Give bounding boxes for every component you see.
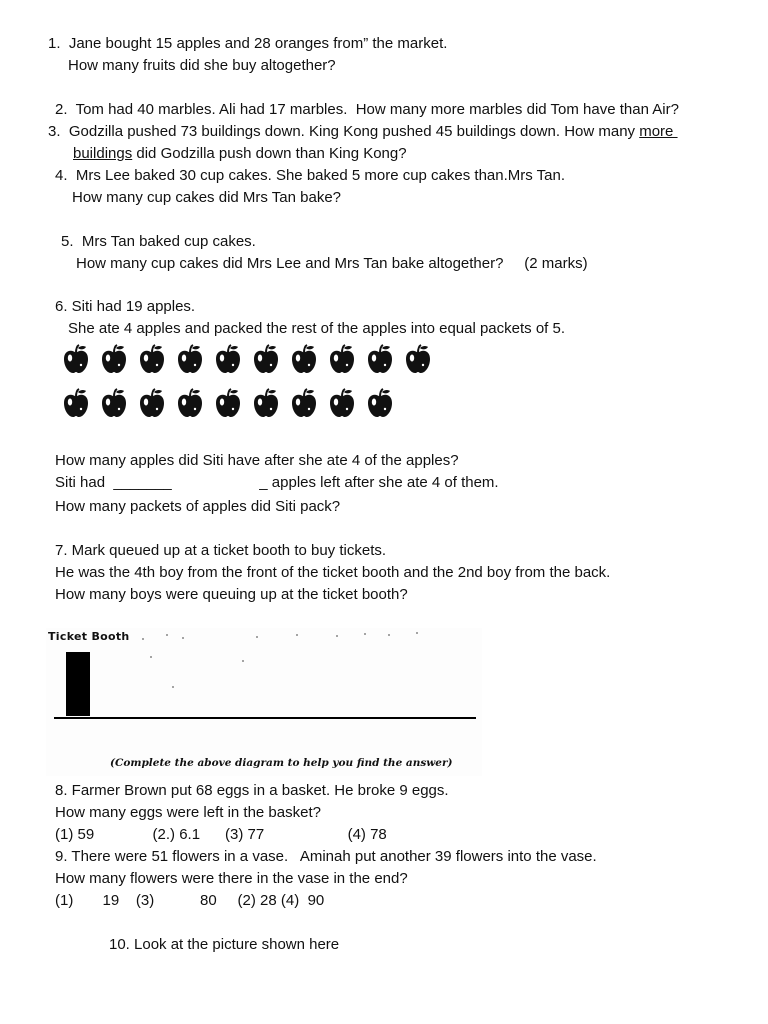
apple-icon <box>98 343 130 375</box>
diagram-caption: (Complete the above diagram to help you find the answer) <box>110 757 453 769</box>
q4-line1: 4. Mrs Lee baked 30 cup cakes. She baked 5 more cup cakes than.Mrs Tan. <box>55 167 566 184</box>
q6-answer-line: Siti had _______ _ apples left after she ate 4 of them. <box>55 474 499 491</box>
q4-line2: How many cup cakes did Mrs Tan bake? <box>72 189 342 206</box>
speck <box>364 633 366 635</box>
speck <box>336 635 338 637</box>
ticket-booth-label: Ticket Booth <box>48 630 130 643</box>
q6-line5: How many packets of apples did Siti pack? <box>55 498 341 515</box>
apple-icon <box>136 387 168 419</box>
apple-icon <box>288 343 320 375</box>
q8-options: (1) 59 (2.) 6.1 (3) 77 (4) 78 <box>55 826 387 843</box>
apple-icon <box>98 387 130 419</box>
q9-options: (1) 19 (3) 80 (2) 28 (4) 90 <box>55 892 325 909</box>
apple-icon <box>364 343 396 375</box>
apple-icon <box>60 343 92 375</box>
q6-line3: How many apples did Siti have after she ate 4 of the apples? <box>55 452 459 469</box>
apple-icon <box>136 343 168 375</box>
q3-text-end: did Godzilla push down than King Kong? <box>132 145 407 162</box>
queue-ground-line <box>54 717 476 719</box>
apple-icon <box>326 387 358 419</box>
apple-icon <box>250 343 282 375</box>
q1-line1: 1. Jane bought 15 apples and 28 oranges from” the market. <box>48 35 448 52</box>
speck <box>416 632 418 634</box>
q7-line1: 7. Mark queued up at a ticket booth to buy tickets. <box>55 542 387 559</box>
ticket-booth-block <box>66 652 90 716</box>
q3-underlined-more: more <box>639 123 678 140</box>
apple-icon <box>288 387 320 419</box>
speck <box>166 634 168 636</box>
apple-icon <box>212 387 244 419</box>
apple-icon <box>250 387 282 419</box>
speck <box>182 637 184 639</box>
apple-icon <box>402 343 434 375</box>
q7-line2: He was the 4th boy from the front of the ticket booth and the 2nd boy from the back. <box>55 564 611 581</box>
apple-icon <box>364 387 396 419</box>
apple-icon <box>326 343 358 375</box>
q7-line3: How many boys were queuing up at the ticket booth? <box>55 586 408 603</box>
speck <box>242 660 244 662</box>
q10-line1: 10. Look at the picture shown here <box>109 936 340 953</box>
speck <box>388 634 390 636</box>
q3-text: 3. Godzilla pushed 73 buildings down. King Kong pushed 45 buildings down. How many <box>48 123 640 140</box>
q3-underlined-buildings: buildings <box>73 145 133 162</box>
apple-row-2 <box>60 387 396 419</box>
q9-line2: How many flowers were there in the vase in the end? <box>55 870 408 887</box>
q5-line1: 5. Mrs Tan baked cup cakes. <box>61 233 256 250</box>
speck <box>150 656 152 658</box>
speck <box>296 634 298 636</box>
speck <box>142 638 144 640</box>
ticket-booth-diagram <box>46 628 482 776</box>
q1-line2: How many fruits did she buy altogether? <box>68 57 336 74</box>
apple-icon <box>212 343 244 375</box>
apple-icon <box>174 387 206 419</box>
q8-line1: 8. Farmer Brown put 68 eggs in a basket. He broke 9 eggs. <box>55 782 449 799</box>
q6-line1: 6. Siti had 19 apples. <box>55 298 196 315</box>
q5-line2: How many cup cakes did Mrs Lee and Mrs Tan bake altogether? (2 marks) <box>76 255 588 272</box>
apple-row-1 <box>60 343 434 375</box>
q9-line1: 9. There were 51 flowers in a vase. Aminah put another 39 flowers into the vase. <box>55 848 597 865</box>
speck <box>256 636 258 638</box>
speck <box>172 686 174 688</box>
q3-line2 <box>73 145 407 163</box>
q8-line2: How many eggs were left in the basket? <box>55 804 321 821</box>
q3-line1 <box>48 123 678 141</box>
apple-icon <box>60 387 92 419</box>
q6-line2: She ate 4 apples and packed the rest of the apples into equal packets of 5. <box>68 320 566 337</box>
q2-line1: 2. Tom had 40 marbles. Ali had 17 marbles. How many more marbles did Tom have than Air? <box>55 101 679 118</box>
apple-icon <box>174 343 206 375</box>
